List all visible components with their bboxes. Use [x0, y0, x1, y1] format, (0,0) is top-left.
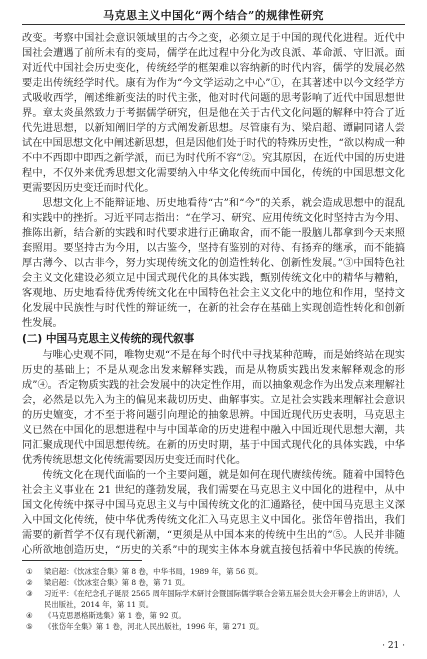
footnotes: [22, 566, 405, 632]
page-number: · 21 ·: [382, 641, 405, 651]
footnote-mark: ②: [26, 578, 33, 587]
footnote-mark: ③: [26, 589, 33, 598]
running-head: 马克思主义中国化“两个结合”的规律性研究: [103, 9, 324, 22]
section-heading: (二) 中国马克思主义传统的现代叙事: [22, 333, 195, 345]
footnote-mark: ①: [26, 567, 33, 576]
footnote-text: 习近平：《在纪念孔子诞辰 2565 周年国际学术研讨会暨国际儒学联合会第五届会员大会开幕会上的讲话》，人民出版社，2014 年，第 11 页。: [44, 589, 401, 609]
footnote: [22, 621, 405, 632]
header-rule: [22, 24, 405, 25]
paragraph: 改变。考察中国社会意识领域里的古今之变，必须立足于中国的现代化进程。近代中国社会遭遇了前所未有的变局，儒学在此过程中分化为改良派、革命派、守旧派。面对近代中国社会历史变化，传统经学的框架难以容纳新的时代内容，儒学的发展必然要走出传统经学时代。康有为作为“今文学运动之中心”①，在其著述中以今文经学方式吸收西学，阐述维新变法的时代主张，他对时代问题的思考影响了近代中国思想世界。章太炎虽然致力于考据儒学研究，但是他在关于古代文化问题的解释中符合了近代先进思想，以新知阐旧学的方式阐发新思想。尽管康有为、梁启超、谭嗣同诸人尝试在中国思想文化中阐述新思想，但是因他们处于时代的特殊历史性，“欲以构成一种不中不西即中即西之新学派，而已为时代所不容”②。究其原因，在近代中国的历史进程中，不仅外来优秀思想文化需要纳入中华文化传统而中国化，传统的中国思想文化更需要因历史变迁而时代化。: [22, 33, 405, 194]
footnote-mark: ④: [26, 611, 33, 620]
footnote-rule: [22, 560, 142, 561]
footnote: [22, 588, 405, 610]
footnote-text: 梁启超：《饮冰室合集》第 8 卷，第 71 页。: [44, 578, 190, 587]
footnote-text: 《张岱年全集》第 1 卷，河北人民出版社，1996 年，第 271 页。: [44, 622, 264, 631]
footnote-text: 梁启超：《饮冰室合集》第 8 卷，中华书局，1989 年，第 56 页。: [44, 567, 263, 576]
footnote-text: 《马克思恩格斯选集》第 1 卷，第 92 页。: [44, 611, 186, 620]
footnote-mark: ⑤: [26, 622, 33, 631]
footnote: [22, 566, 405, 577]
paragraph: 与唯心史观不同，唯物史观“不是在每个时代中寻找某种范畴，而是始终站在现实历史的基础上；不是从观念出发来解释实践，而是从物质实践出发来解释观念的形成”④。否定物质实践的社会发展中的决定性作用，而以抽象观念作为出发点来理解社会，必然是以先入为主的偏见来裁切历史、曲解事实。立足社会实践来理解社会意识的历史嬗变，才不至于将问题引向理论的抽象思辨。中国近现代历史表明，马克思主义已然在中国化的思想进程中与中国革命的历史进程中融入中国近现代思想大潮，共同汇聚成现代中国思想传统。在新的历史时期，基于中国式现代化的具体实践，中华优秀传统思想文化传统需要因历史变迁而时代化。: [22, 350, 405, 466]
footnote: [22, 610, 405, 621]
paragraph: 思想文化上不能辩证地、历史地看待“古”和“今”的关系，就会造成思想中的混乱和实践中的挫折。习近平同志指出：“在学习、研究、应用传统文化时坚持古为今用、推陈出新，结合新的实践和时代要求进行正确取舍，而不能一股脑儿都拿到今天来照套照用。要坚持古为今用，以古鉴今，坚持有鉴别的对待、有扬弃的继承，而不能搞厚古薄今、以古非今，努力实现传统文化的创造性转化、创新性发展。”③中国特色社会主义文化建设必须立足中国式现代化的具体实践，甄别传统文化中的精华与糟粕，客观地、历史地看待优秀传统文化在中国特色社会主义文化中的地位和作用，坚持文化发展中民族性与时代性的辩证统一，在新的社会存在基础上实现创造性转化和创新性发展。: [22, 198, 405, 329]
footnote: [22, 577, 405, 588]
main-text: [22, 31, 405, 556]
paragraph: 传统文化在现代面临的一个主要问题，就是如何在现代赓续传统。随着中国特色社会主义事业在 21 世纪的蓬勃发展，我们需要在马克思主义中国化的进程中，从中国文化传统中探寻中国马克思主义与中国传统文化的汇通路径，使中国马克思主义深入中国文化传统，使中华优秀传统文化汇入马克思主义中国化。张岱年曾指出，我们需要的新哲学不仅有现代新潮，“更须是从中国本来的传统中生出的”⑤。人民并非随心所欲地创造历史，“历史的关系”中的现实主体本身就直接包括着中华民族的传统。: [22, 470, 405, 556]
